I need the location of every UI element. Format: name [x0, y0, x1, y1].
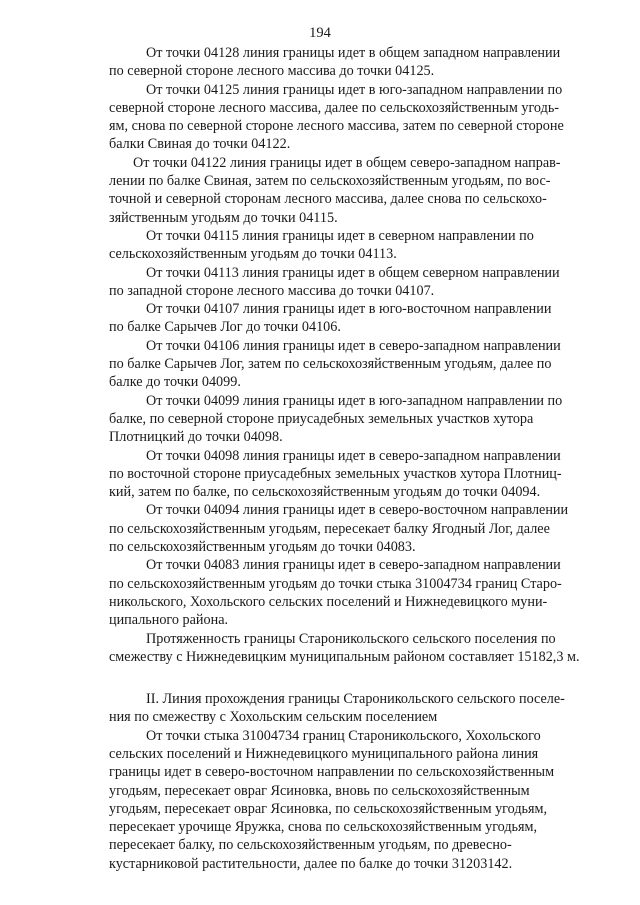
- paragraph-1: От точки 04128 линия границы идет в общем западном направлении по северной стороне лесного массива до точки 04125.: [109, 45, 561, 80]
- paragraph-4: От точки 04115 линия границы идет в северном направлении по сельскохозяйственным угодьям до точки 04113.: [109, 227, 534, 263]
- section-heading: II. Линия прохождения границы Староникольского сельского поселе- ния по смежеству с Хохольским сельским поселением: [109, 691, 565, 726]
- paragraph-3: От точки 04122 линия границы идет в общем северо-западном направ- лении по балке Свиная, затем по сельскохозяйственным угодьям, по вос- точной и северной сторонам лесного массива, далее снова по сельскохо- зяйственным угодьям до точки 04115.: [109, 154, 561, 226]
- document-body: [109, 44, 589, 873]
- paragraph-2: От точки 04125 линия границы идет в юго-западном направлении по северной стороне лесного массива, далее по сельскохозяйственным угодь- ям, снова по северной стороне лесного массива, затем по северной стороне балки Свиная до точки 04122.: [109, 81, 564, 153]
- paragraph-6: От точки 04107 линия границы идет в юго-восточном направлении по балке Сарычев Лог до точки 04106.: [109, 301, 552, 336]
- paragraph-11: От точки 04083 линия границы идет в северо-западном направлении по сельскохозяйственным угодьям до точки стыка 31004734 границ Старо- никольского, Хохольского сельских поселений и Нижнедевицкого муни- ципального района.: [109, 557, 562, 629]
- paragraph-7: От точки 04106 линия границы идет в северо-западном направлении по балке Сарычев Лог, затем по сельскохозяйственным угодьям, далее по балке до точки 04099.: [109, 337, 561, 391]
- page-number: 194: [309, 25, 331, 41]
- paragraph-5: От точки 04113 линия границы идет в общем северном направлении по западной стороне лесного массива до точки 04107.: [109, 264, 560, 299]
- paragraph-8: От точки 04099 линия границы идет в юго-западном направлении по балке, по северной стороне приусадебных земельных участков хутора Плотницкий до точки 04098.: [109, 392, 563, 446]
- section-gap: [109, 666, 589, 690]
- paragraph-12: Протяженность границы Староникольского сельского поселения по смежеству с Нижнедевицким муниципальным районом составляет 15182,3 м.: [109, 630, 580, 665]
- paragraph-10: От точки 04094 линия границы идет в северо-восточном направлении по сельскохозяйственным угодьям, пересекает балку Ягодный Лог, далее по сельскохозяйственным угодьям до точки 04083.: [109, 502, 569, 556]
- paragraph-9: От точки 04098 линия границы идет в северо-западном направлении по восточной стороне приусадебных земельных участков хутора Плотниц- кий, затем по балке, по сельскохозяйственным угодьям до точки 04094.: [109, 447, 562, 501]
- paragraph-13: От точки стыка 31004734 границ Староникольского, Хохольского сельских поселений и Нижнедевицкого муниципального района линия границы идет в северо-восточном направлении по сельскохозяйственным угодьям, пересекает овраг Ясиновка, вновь по сельскохозяйственным угодьям, пересекает овраг Ясиновка, по сельскохозяйственным угодьям, пересекает урочище Яружка, снова по сельскохозяйственным угодьям, пересекает балку, по сельскохозяйственным угодьям, по древесно- кустарниковой растительности, далее по балке до точки 31203142.: [109, 727, 555, 872]
